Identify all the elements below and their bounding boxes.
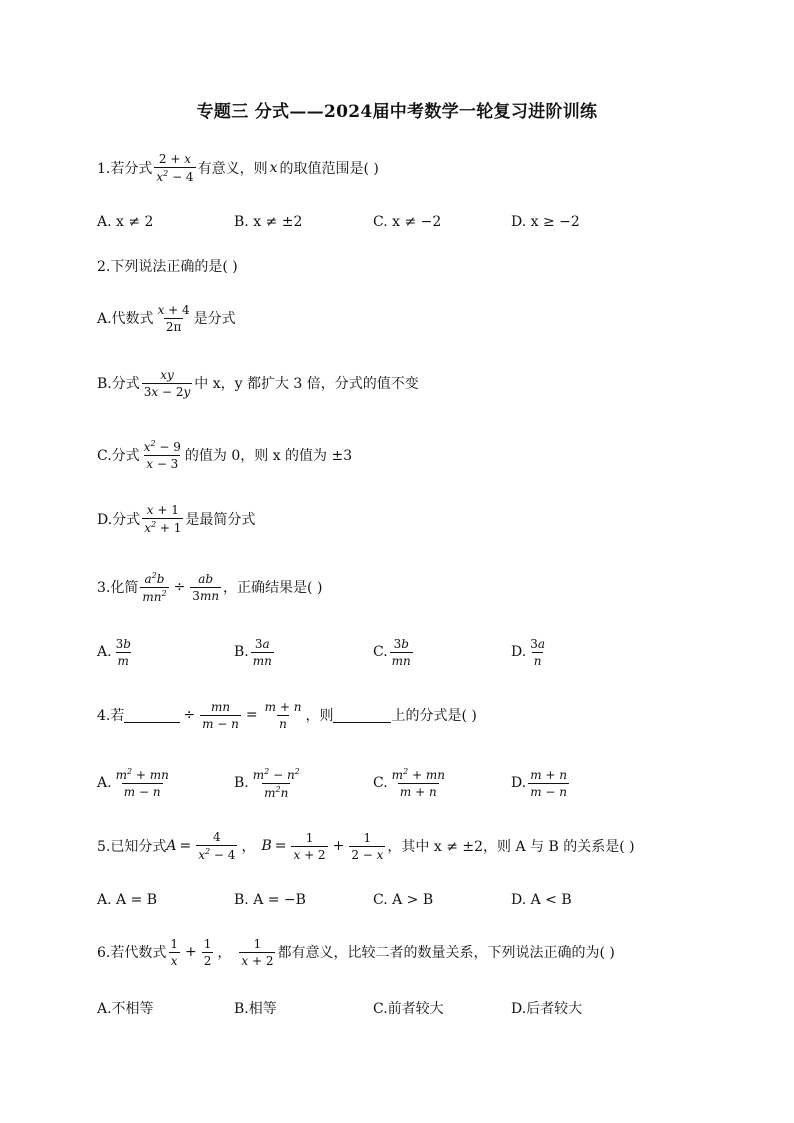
q3-d-fraction: $\frac{3a}{n}$ bbox=[530, 636, 545, 668]
q2-c-fraction: $\frac{x^2 - 9}{x - 3}$ bbox=[143, 439, 181, 471]
q5-option-d[interactable]: D. A < B bbox=[511, 892, 572, 908]
q2-c-prefix: C.分式 bbox=[97, 448, 140, 464]
q2-d-fraction: $\frac{x + 1}{x^2 + 1}$ bbox=[144, 503, 182, 535]
document-title: 专题三 分式——2024届中考数学一轮复习进阶训练 bbox=[196, 102, 598, 122]
q4-option-a[interactable] bbox=[97, 763, 173, 803]
q4-b-fraction: $\frac{m^2 - n^2}{m^2n}$ bbox=[252, 766, 300, 800]
q4-fraction-2: $\frac{m + n}{n}$ bbox=[264, 699, 302, 731]
q5-option-b[interactable]: B. A = −B bbox=[234, 892, 306, 908]
q2-d-suffix: 是最简分式 bbox=[185, 512, 256, 528]
q2-c-suffix: 的值为 0，则 x 的值为 ±3 bbox=[184, 448, 353, 464]
q3-option-a[interactable] bbox=[97, 632, 135, 672]
q4-blank-1[interactable] bbox=[124, 708, 180, 723]
q4-option-b[interactable] bbox=[234, 763, 304, 803]
q2-option-b[interactable] bbox=[97, 363, 419, 403]
q4-d-label: D. bbox=[511, 775, 527, 791]
q3-option-b[interactable] bbox=[234, 632, 276, 672]
q2-a-suffix: 是分式 bbox=[193, 311, 236, 327]
q6-fraction-3: $\frac{1}{x + 2}$ bbox=[241, 936, 274, 968]
q5-option-c[interactable]: C. A > B bbox=[373, 892, 434, 908]
q4-c-fraction: $\frac{m^2 + mn}{m + n}$ bbox=[391, 767, 445, 799]
q5-prefix: 5.已知分式 bbox=[97, 839, 167, 855]
q1-suffix-a: 有意义，则 bbox=[197, 161, 268, 177]
q6-option-a[interactable]: A.不相等 bbox=[97, 1001, 154, 1017]
q2-b-fraction: $\frac{xy}{3x - 2y}$ bbox=[143, 367, 191, 399]
q2-option-d[interactable] bbox=[97, 499, 255, 539]
q1-option-d[interactable]: D. x ≥ −2 bbox=[511, 214, 580, 230]
q6-prefix: 6.若代数式 bbox=[97, 945, 167, 961]
question-5: 5.已知分式 A = $\frac{4}{x^2 - 4}$ ， B = $\frac{1}{x + 2}$ + $\frac{1}{2 - x}$ ，其中 x ≠ ±2，则 A 与 B 的关系是( ) bbox=[97, 830, 635, 862]
q3-option-c[interactable] bbox=[373, 632, 415, 672]
divide-sign: ÷ bbox=[173, 579, 186, 595]
q3-c-label: C. bbox=[373, 644, 388, 660]
q1-option-c[interactable]: C. x ≠ −2 bbox=[373, 214, 442, 230]
q2-stem: 2.下列说法正确的是( ) bbox=[97, 259, 238, 275]
q3-prefix: 3.化简 bbox=[97, 580, 139, 596]
q3-b-fraction: $\frac{3a}{mn}$ bbox=[252, 636, 272, 668]
q4-c-label: C. bbox=[373, 775, 388, 791]
q1-suffix-b: 的取值范围是( ) bbox=[279, 161, 379, 177]
question-3 bbox=[97, 567, 322, 607]
q4-d-fraction: $\frac{m + n}{m - n}$ bbox=[530, 767, 567, 799]
q2-a-prefix: A.代数式 bbox=[97, 311, 154, 327]
divide-sign: ÷ bbox=[183, 707, 196, 723]
q5-fraction-b1: $\frac{1}{x + 2}$ bbox=[293, 830, 326, 862]
q2-b-suffix: 中 x，y 都扩大 3 倍，分式的值不变 bbox=[194, 376, 419, 392]
q6-option-c[interactable]: C.前者较大 bbox=[373, 1001, 444, 1017]
q3-d-label: D. bbox=[511, 644, 527, 660]
q6-fraction-2: $\frac{1}{2}$ bbox=[203, 936, 212, 968]
q6-suffix: 都有意义，比较二者的数量关系，下列说法正确的为( ) bbox=[277, 945, 615, 961]
q3-fraction-2: $\frac{ab}{3mn}$ bbox=[192, 571, 220, 603]
q5-option-a[interactable]: A. A = B bbox=[97, 892, 158, 908]
q4-a-label: A. bbox=[97, 775, 112, 791]
q3-fraction-1: $\frac{a^2b}{mn^2}$ bbox=[142, 570, 167, 604]
q3-suffix: ，正确结果是( ) bbox=[223, 580, 323, 596]
q1-fraction: $\frac{2 + x}{x^2 - 4}$ bbox=[156, 152, 194, 184]
q6-option-b[interactable]: B.相等 bbox=[234, 1001, 277, 1017]
q1-option-b[interactable]: B. x ≠ ±2 bbox=[234, 214, 303, 230]
question-1 bbox=[97, 148, 379, 188]
q4-blank-2[interactable] bbox=[333, 708, 391, 723]
q5-middle: ，其中 x ≠ ±2，则 A 与 B 的关系是( ) bbox=[387, 839, 635, 855]
q4-prefix: 4.若 bbox=[97, 708, 125, 724]
q6-option-d[interactable]: D.后者较大 bbox=[511, 1001, 583, 1017]
question-6: 6.若代数式 $\frac{1}{x}$ + $\frac{1}{2}$ ， $\frac{1}{x + 2}$ 都有意义，比较二者的数量关系，下列说法正确的为( ) bbox=[97, 936, 615, 968]
question-4 bbox=[97, 695, 477, 735]
q2-b-prefix: B.分式 bbox=[97, 376, 140, 392]
q1-prefix: 1.若分式 bbox=[97, 161, 153, 177]
q4-option-d[interactable] bbox=[511, 763, 571, 803]
q2-option-a[interactable] bbox=[97, 298, 236, 338]
q2-a-fraction: $\frac{x + 4}{2\pi}$ bbox=[157, 302, 190, 334]
q3-a-label: A. bbox=[97, 644, 112, 660]
q5-fraction-a: $\frac{4}{x^2 - 4}$ bbox=[198, 830, 236, 862]
q3-b-label: B. bbox=[234, 644, 249, 660]
q4-b-label: B. bbox=[234, 775, 249, 791]
q2-d-prefix: D.分式 bbox=[97, 512, 141, 528]
q4-suffix: 上的分式是( ) bbox=[391, 708, 477, 724]
q1-option-a[interactable]: A. x ≠ 2 bbox=[97, 214, 154, 230]
q5-fraction-b2: $\frac{1}{2 - x}$ bbox=[351, 830, 384, 862]
q6-fraction-1: $\frac{1}{x}$ bbox=[170, 936, 178, 968]
q3-c-fraction: $\frac{3b}{mn}$ bbox=[391, 636, 411, 668]
q3-a-fraction: $\frac{3b}{m}$ bbox=[115, 636, 131, 668]
q2-option-c[interactable] bbox=[97, 435, 352, 475]
q4-middle: ，则 bbox=[305, 708, 334, 724]
q4-a-fraction: $\frac{m^2 + mn}{m - n}$ bbox=[115, 767, 169, 799]
equals-sign: = bbox=[245, 707, 258, 723]
q1-var: x bbox=[269, 160, 278, 176]
q4-fraction-1: $\frac{mn}{m - n}$ bbox=[202, 699, 239, 731]
q3-option-d[interactable] bbox=[511, 632, 549, 672]
q4-option-c[interactable] bbox=[373, 763, 449, 803]
